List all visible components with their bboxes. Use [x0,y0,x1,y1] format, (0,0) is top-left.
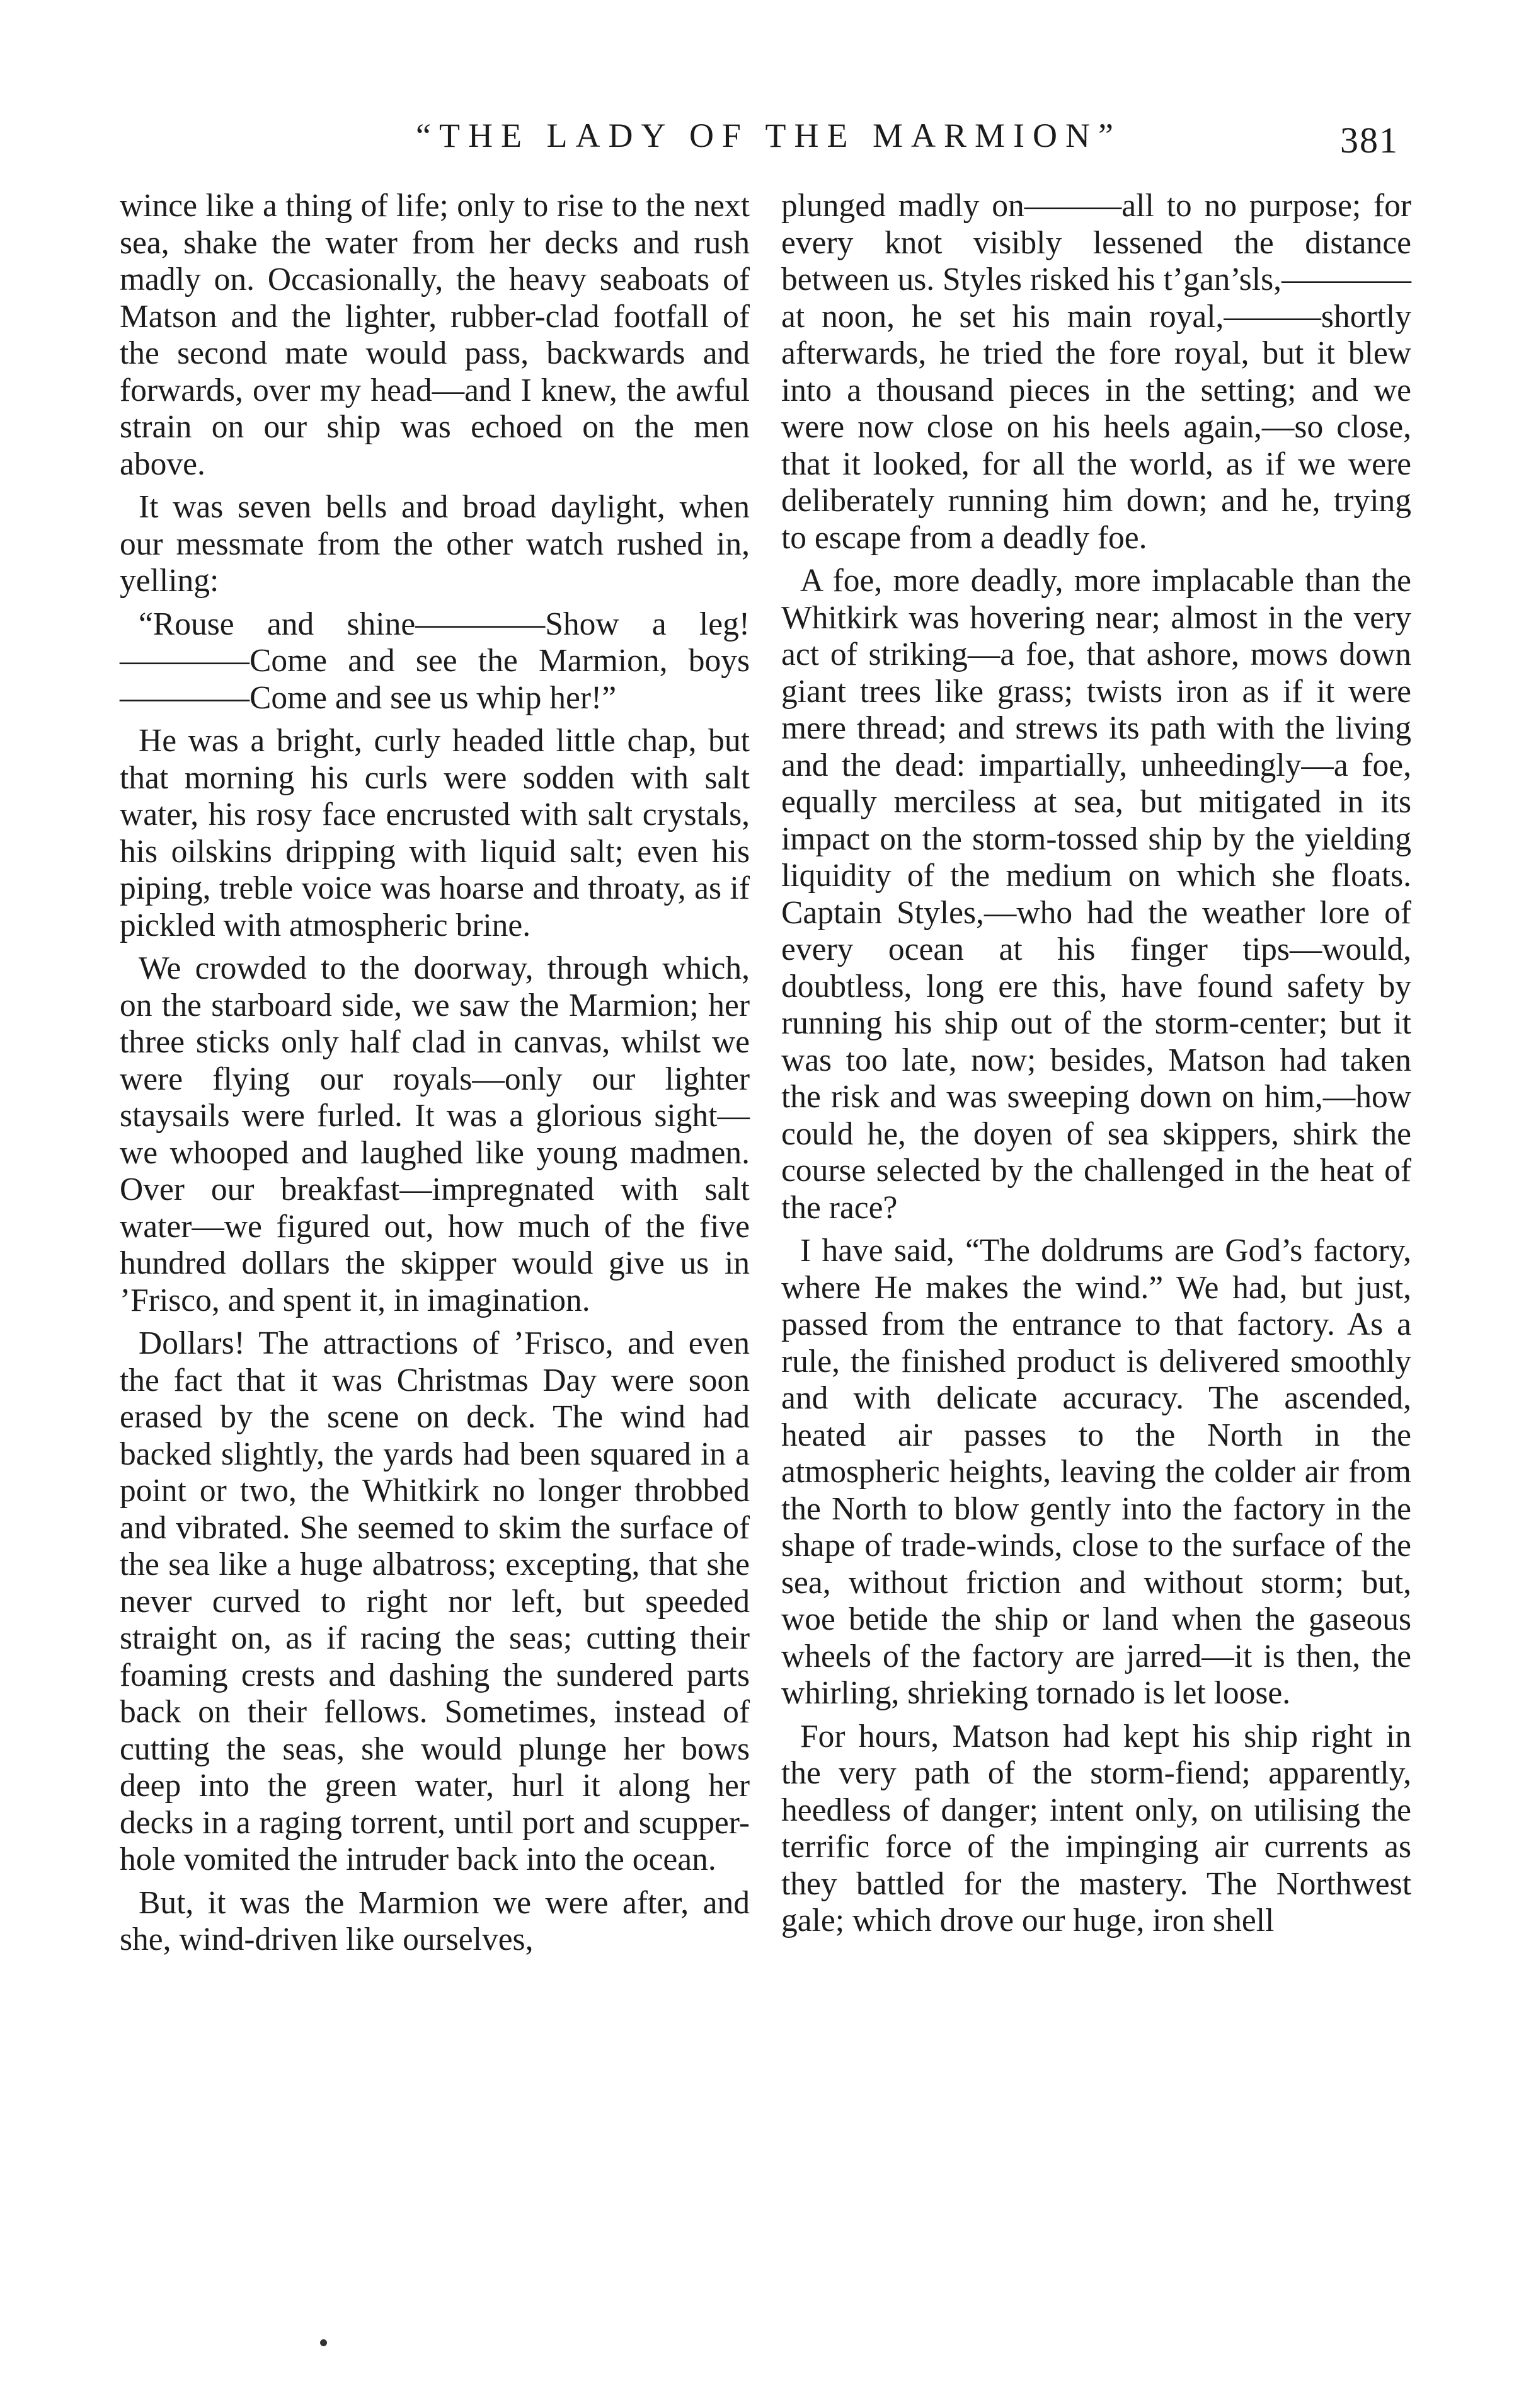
paragraph: For hours, Matson had kept his ship right in the very path of the storm-fiend; apparently, heedless of danger; intent only, on utilising the terrific force of the impinging air currents as they battled for the mastery. The Northwest gale; which drove our huge, iron shell [781,1718,1411,1938]
left-column [120,188,750,1959]
paragraph: Dollars! The attractions of ’Frisco, and even the fact that it was Christmas Day were soon erased by the scene on deck. The wind had backed slightly, the yards had been squared in a point or two, the Whitkirk no longer throbbed and vibrated. She seemed to skim the surface of the sea like a huge albatross; excepting, that she never curved to right nor left, but speeded straight on, as if racing the seas; cutting their foaming crests and dashing the sundered parts back on their fellows. Sometimes, instead of cutting the seas, she would plunge her bows deep into the green water, hurl it along her decks in a raging torrent, until port and scupper-hole vomited the intruder back into the ocean. [120,1325,750,1877]
paragraph: He was a bright, curly headed little chap, but that morning his curls were sodden with salt water, his rosy face encrusted with salt crystals, his oilskins dripping with liquid salt; even his piping, treble voice was hoarse and throaty, as if pickled with atmospheric brine. [120,723,750,943]
page-number: 381 [1340,120,1399,161]
running-head [0,107,1531,164]
paragraph: plunged madly on———all to no purpose; for every knot visibly lessened the distance between us. Styles risked his t’gan’sls,————at noon, he set his main royal,———shortly afterwards, he tried the fore royal, but it blew into a thousand pieces in the setting; and we were now close on his heels again,—so close, that it looked, for all the world, as if we were deliberately running him down; and he, trying to escape from a deadly foe. [781,188,1411,556]
paragraph: It was seven bells and broad daylight, when our messmate from the other watch rushed in, yelling: [120,489,750,599]
paragraph: A foe, more deadly, more implacable than the Whitkirk was hovering near; almost in the very act of striking—a foe, that ashore, mows down giant trees like grass; twists iron as if it were mere thread; and strews its path with the living and the dead: impartially, unheedingly—a foe, equally merciless at sea, but mitigated in its impact on the storm-tossed ship by the yielding liquidity of the medium on which she floats. Captain Styles,—who had the weather lore of every ocean at his finger tips—would, doubtless, long ere this, have found safety by running his ship out of the storm-center; but it was too late, now; besides, Matson had taken the risk and was sweeping down on him,—how could he, the doyen of sea skippers, shirk the course selected by the challenged in the heat of the race? [781,563,1411,1226]
paragraph: But, it was the Marmion we were after, and she, wind-driven like ourselves, [120,1884,750,1957]
paragraph: We crowded to the doorway, through which, on the starboard side, we saw the Marmion; her three sticks only half clad in canvas, whilst we were flying our royals—only our lighter staysails were furled. It was a glorious sight—we whooped and laughed like young madmen. Over our breakfast—impregnated with salt water—we figured out, how much of the five hundred dollars the skipper would give us in ’Frisco, and spent it, in imagination. [120,950,750,1318]
paragraph: I have said, “The doldrums are God’s factory, where He makes the wind.” We had, but just, passed from the entrance to that factory. As a rule, the finished product is delivered smoothly and with delicate accuracy. The ascended, heated air passes to the North in the atmospheric heights, leaving the colder air from the North to blow gently into the factory in the shape of trade-winds, close to the surface of the sea, without friction and without storm; but, woe betide the ship or land when the gaseous wheels of the factory are jarred—it is then, the whirling, shrieking tornado is let loose. [781,1233,1411,1711]
running-title: “THE LADY OF THE MARMION” [416,117,1121,154]
right-column [781,188,1411,1940]
footer-dot [320,2339,327,2346]
paragraph: “Rouse and shine————Show a leg! ————Come and see the Marmion, boys————Come and see us whip her!” [120,606,750,716]
paragraph: wince like a thing of life; only to rise to the next sea, shake the water from her decks and rush madly on. Occasionally, the heavy seaboats of Matson and the lighter, rubber-clad footfall of the second mate would pass, backwards and forwards, over my head—and I knew, the awful strain on our ship was echoed on the men above. [120,188,750,482]
